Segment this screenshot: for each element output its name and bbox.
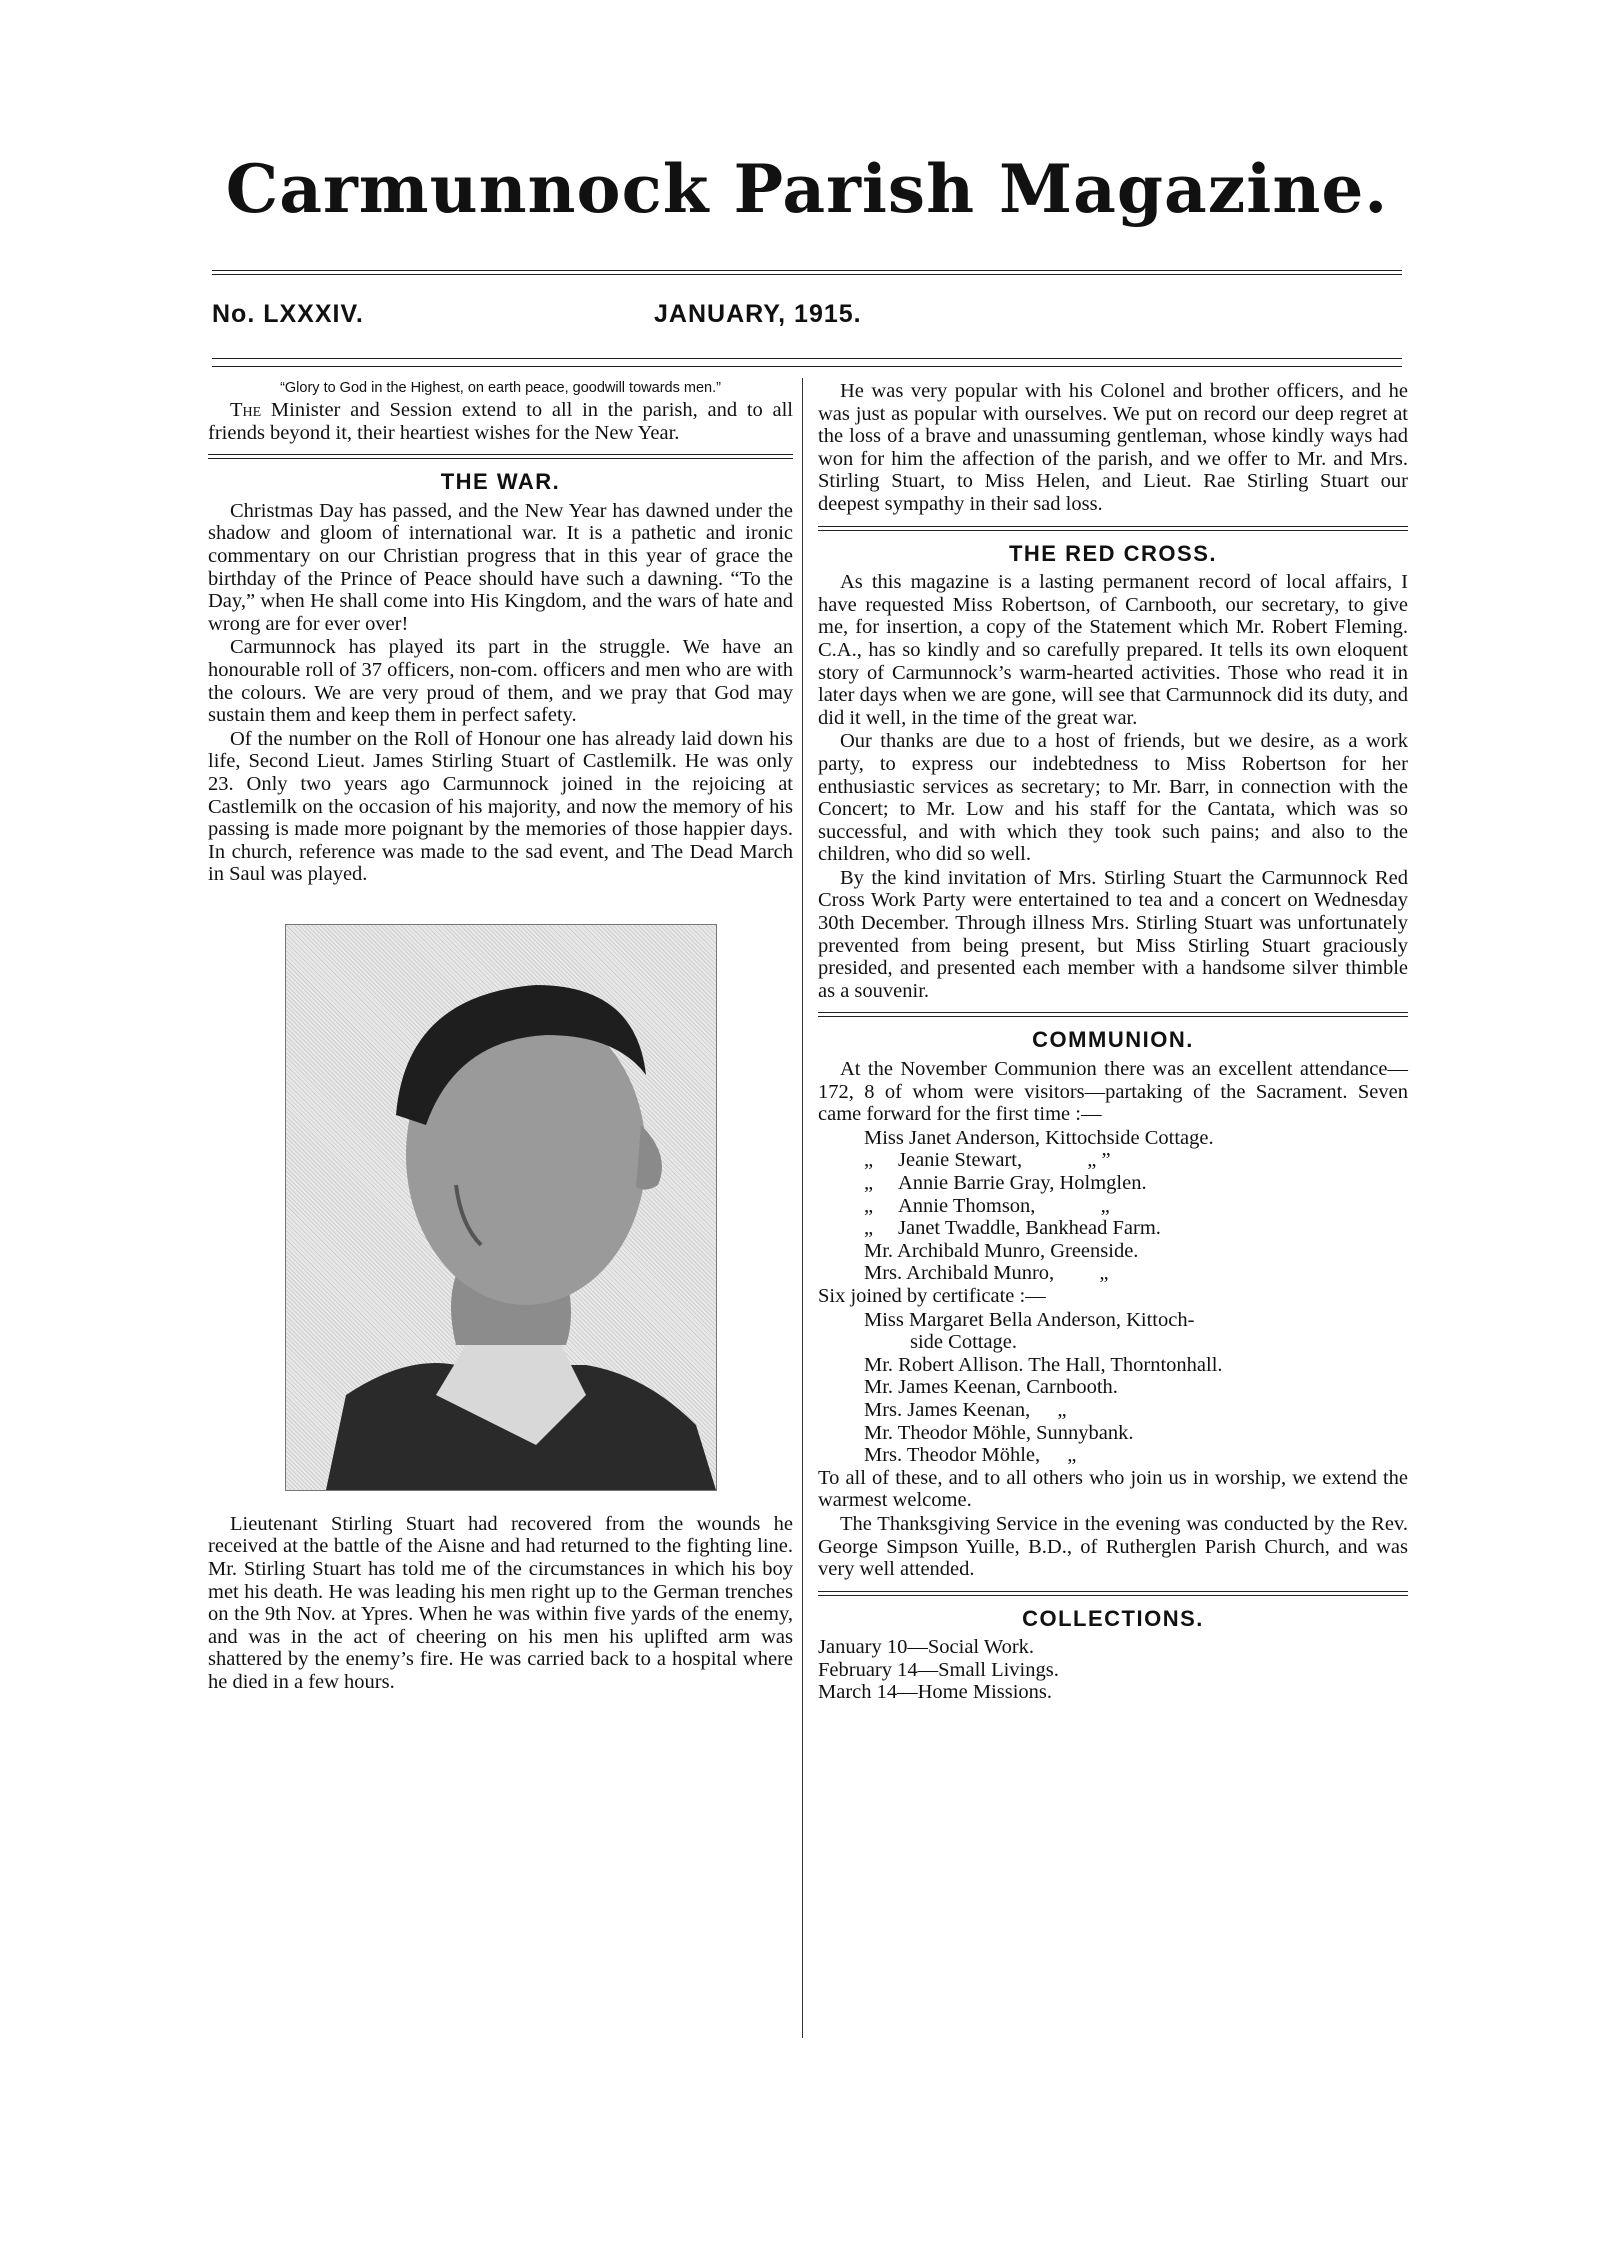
list-item: Mr. Archibald Munro, Greenside. <box>864 1239 1139 1262</box>
list-item: Miss Margaret Bella Anderson, Kittoch- <box>864 1308 1195 1331</box>
new-year-greeting <box>208 399 793 444</box>
issue-line <box>212 300 1402 340</box>
column-divider <box>802 378 803 2038</box>
right-column <box>818 380 1408 1704</box>
list-item: Mrs. Theodor Möhle, „ <box>864 1444 1077 1467</box>
war-paragraph: Christmas Day has passed, and the New Year has dawned under the shadow and gloom of international war. It is a pathetic and ironic commentary on our Christian progress that in this year of grace the birthday of the Prince of Peace should have such a dawning. “To the Day,” when He shall come into His Kingdom, and the wars of hate and wrong are for ever over! <box>208 499 793 635</box>
list-item: side Cottage. <box>910 1331 1018 1354</box>
certificate-communicants <box>818 1309 1408 1467</box>
portrait-photo <box>285 924 717 1491</box>
first-time-communicants <box>818 1127 1408 1285</box>
list-item: Mr. Robert Allison. The Hall, Thorntonhall. <box>864 1353 1223 1376</box>
list-item: Mrs. James Keenan, „ <box>864 1398 1067 1421</box>
communion-heading: COMMUNION. <box>1032 1027 1194 1053</box>
red-cross-paragraph: Our thanks are due to a host of friends, but we desire, as a work party, to express our indebtedness to Miss Robertson for her enthusiastic services as secretary; to Mr. Barr, in connection with the Concert; to Mr. Low and his staff for the Cantata, which was so successful, and with which they took such pains; and also to the children, who did so well. <box>818 730 1408 866</box>
collection-item: March 14—Home Missions. <box>818 1681 1053 1704</box>
section-separator <box>208 454 793 459</box>
portrait-illustration <box>286 925 716 1490</box>
red-cross-paragraph: By the kind invitation of Mrs. Stirling Stuart the Carmunnock Red Cross Work Party were entertained to tea and a concert on Wednesday 30th December. Through illness Mrs. Stirling Stuart was unfortunately prevented from being present, but Miss Stirling Stuart graciously presided, and presented each member with a handsome silver thimble as a souvenir. <box>818 866 1408 1002</box>
greeting-text: Minister and Session extend to all in the parish, and to all friends beyond it, their heartiest wishes for the New Year. <box>208 399 793 444</box>
red-cross-paragraph: As this magazine is a lasting permanent record of local affairs, I have requested Miss Robertson, of Carnbooth, our secretary, to give me, for insertion, a copy of the Statement which Mr. Robert Fleming. C.A., has so kindly and so carefully prepared. It tells its own eloquent story of Carmunnock’s warm-hearted activities. Those who read it in later days when we are gone, will see that Carmunnock did its duty, and did it well, in the time of the great war. <box>818 571 1408 729</box>
list-item: „ Annie Barrie Gray, Holmglen. <box>864 1172 1147 1194</box>
communion-paragraph: At the November Communion there was an excellent attendance—172, 8 of whom were visitors—partaking of the Sacrament. Seven came forward for the first time :— <box>818 1058 1408 1126</box>
issue-date: JANUARY, 1915. <box>654 300 862 328</box>
collection-item: January 10—Social Work. <box>818 1636 1035 1659</box>
communion-paragraph: To all of these, and to all others who join us in worship, we extend the warmest welcome. <box>818 1466 1408 1512</box>
war-heading: THE WAR. <box>440 469 561 495</box>
list-item: Mrs. Archibald Munro, „ <box>864 1262 1109 1285</box>
war-paragraph: Lieutenant Stirling Stuart had recovered from the wounds he received at the battle of the Aisne and had returned to the fighting line. Mr. Stirling Stuart has told me of the circumstances in which his boy met his death. He was leading his men right up to the German trenches on the 9th Nov. at Ypres. When he was within five yards of the enemy, and was in the act of cheering on his men his uplifted arm was shattered by the enemy’s fire. He was carried back to a hospital where he died in a few hours. <box>208 1512 793 1694</box>
war-continuation: He was very popular with his Colonel and brother officers, and he was just as popular with ourselves. We put on record our deep regret at the loss of a brave and unassuming gentleman, whose kindly ways had won for him the affection of the parish, and we offer to Mr. and Mrs. Stirling Stuart, to Miss Helen, and Lieut. Rae Stirling Stuart our deepest sympathy in their sad loss. <box>818 380 1408 515</box>
communion-paragraph: The Thanksgiving Service in the evening was conducted by the Rev. George Simpson Yuille, B.D., of Rutherglen Parish Church, and was very well attended. <box>818 1512 1408 1581</box>
section-separator <box>818 1591 1408 1596</box>
war-paragraph: Carmunnock has played its part in the struggle. We have an honourable roll of 37 officers, non-com. officers and men who are with the colours. We are very proud of them, and we pray that God may sustain them and keep them in perfect safety. <box>208 636 793 727</box>
issue-number: No. LXXXIV. <box>212 300 364 328</box>
list-item: Mr. Theodor Möhle, Sunnybank. <box>864 1421 1134 1444</box>
title-rule <box>212 270 1402 275</box>
red-cross-heading: THE RED CROSS. <box>1008 540 1218 566</box>
certificate-intro: Six joined by certificate :— <box>818 1284 1046 1307</box>
header-rule-top <box>212 358 1402 359</box>
list-item: „ Janet Twaddle, Bankhead Farm. <box>864 1217 1161 1240</box>
list-item: Miss Janet Anderson, Kittochside Cottage. <box>864 1126 1214 1149</box>
list-item: „ Jeanie Stewart, „ ” <box>864 1149 1111 1172</box>
greeting-lead: The <box>230 399 262 421</box>
left-column <box>208 380 793 1695</box>
collections-heading: COLLECTIONS. <box>1022 1605 1204 1631</box>
section-separator <box>818 1012 1408 1017</box>
magazine-title: Carmunnock Parish Magazine. <box>225 150 1389 228</box>
list-item: „ Annie Thomson, „ <box>864 1194 1110 1217</box>
war-paragraph: Of the number on the Roll of Honour one has already laid down his life, Second Lieut. James Stirling Stuart of Castlemilk. He was only 23. Only two years ago Carmunnock joined in the rejoicing at Castlemilk on the occasion of his majority, and now the memory of his passing is made more poignant by the memories of those happier days. In church, reference was made to the sad event, and The Dead March in Saul was played. <box>208 727 793 886</box>
scripture-motto: “Glory to God in the Highest, on earth peace, goodwill towards men.” <box>280 380 721 396</box>
list-item: Mr. James Keenan, Carnbooth. <box>864 1376 1118 1399</box>
header-rule-bottom <box>212 366 1402 367</box>
collection-item: February 14—Small Livings. <box>818 1658 1059 1681</box>
section-separator <box>818 526 1408 531</box>
